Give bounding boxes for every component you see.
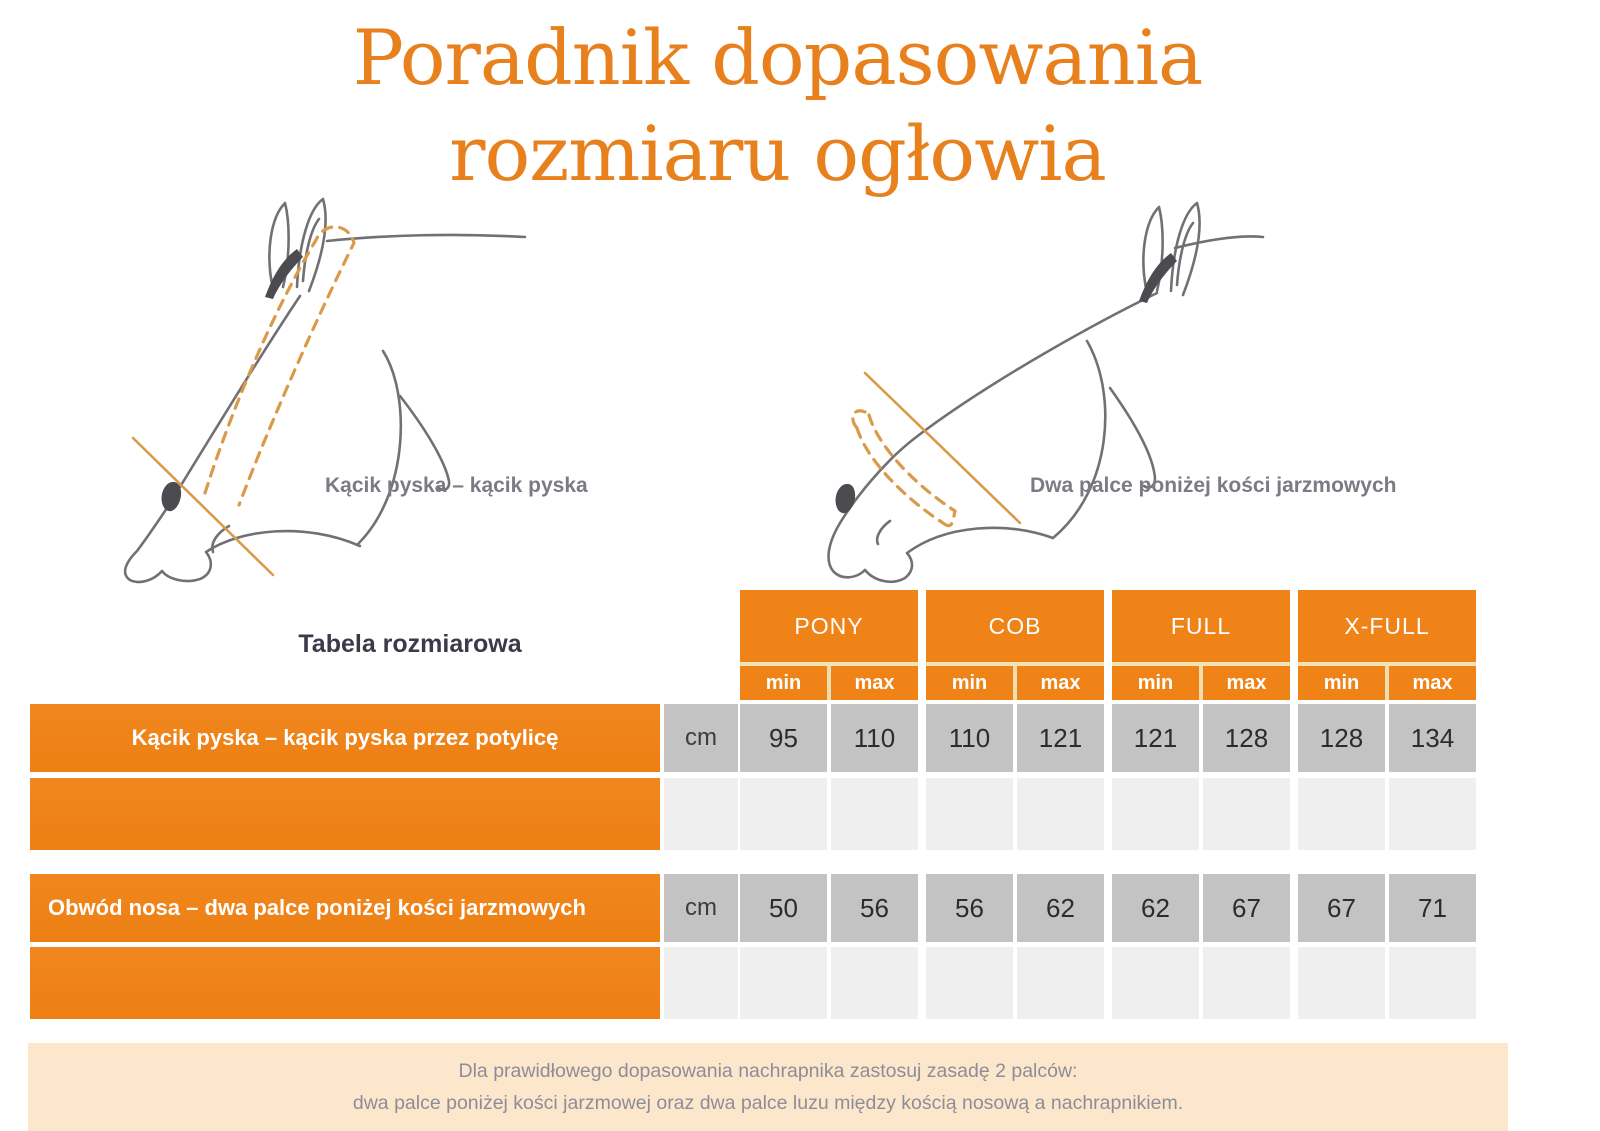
fitting-rule-note-line1: Dla prawidłowego dopasowania nachrapnika zastosuj zasadę 2 palców:	[458, 1060, 1078, 1082]
empty-label-row	[30, 778, 660, 850]
horse-nostril	[836, 484, 856, 513]
empty-cell	[926, 778, 1013, 850]
subheader-max: max	[1017, 666, 1104, 700]
empty-cell	[740, 778, 827, 850]
empty-cell	[1203, 947, 1290, 1019]
value-cell-xfull-max: 71	[1389, 874, 1476, 942]
empty-cell	[1389, 947, 1476, 1019]
value-cell-full-max: 128	[1203, 704, 1290, 772]
fitting-rule-note-line2: dwa palce poniżej kości jarzmowej oraz dwa palce luzu między kością nosową a nachrapnikiem.	[352, 1092, 1184, 1114]
empty-cell	[831, 947, 918, 1019]
empty-cell	[1389, 778, 1476, 850]
empty-cell	[1017, 778, 1104, 850]
unit-cell: cm	[664, 874, 738, 942]
value-cell-pony-max: 110	[831, 704, 918, 772]
empty-cell	[664, 778, 738, 850]
horse-crest-line	[1175, 236, 1263, 248]
value-cell-full-min: 62	[1112, 874, 1199, 942]
empty-label-row	[30, 947, 660, 1019]
size-group-header-xfull: X-FULL	[1298, 590, 1476, 666]
empty-cell	[926, 947, 1013, 1019]
value-cell-cob-max: 62	[1017, 874, 1104, 942]
noseband-dashed-line-1	[857, 428, 943, 523]
horse-ear-front	[1171, 203, 1200, 295]
value-cell-pony-min: 95	[740, 704, 827, 772]
size-group-header-pony: PONY	[740, 590, 918, 666]
empty-cell	[1298, 947, 1385, 1019]
subheader-divider	[1199, 666, 1203, 700]
empty-cell	[1112, 778, 1199, 850]
horse-face-outline	[125, 296, 300, 582]
horse-jowl-curve	[357, 351, 401, 545]
empty-cell	[1298, 778, 1385, 850]
empty-cell	[831, 778, 918, 850]
subheader-max: max	[1389, 666, 1476, 700]
size-table-heading: Tabela rozmiarowa	[298, 630, 522, 658]
horse-mouth-line	[877, 521, 890, 544]
horse-crest-line	[327, 235, 525, 241]
horse-muzzle-outline	[162, 531, 360, 581]
empty-cell	[664, 947, 738, 1019]
horse-neck-line	[1110, 388, 1155, 488]
fitting-rule-note	[28, 1043, 1508, 1131]
unit-cell: cm	[664, 704, 738, 772]
empty-cell	[1017, 947, 1104, 1019]
value-cell-cob-min: 56	[926, 874, 1013, 942]
noseband-dashed-line-2	[869, 415, 955, 511]
empty-cell	[1112, 947, 1199, 1019]
value-cell-pony-min: 50	[740, 874, 827, 942]
subheader-min: min	[1298, 666, 1385, 700]
mouth-corner-solid-line	[133, 438, 273, 575]
empty-cell	[1203, 778, 1290, 850]
horse-head-poll-measure-diagram	[105, 193, 675, 593]
value-cell-xfull-max: 134	[1389, 704, 1476, 772]
subheader-max: max	[831, 666, 918, 700]
horse-jowl-curve	[1053, 341, 1105, 538]
page-title	[0, 10, 1555, 202]
subheader-max: max	[1203, 666, 1290, 700]
subheader-min: min	[1112, 666, 1199, 700]
value-cell-cob-max: 121	[1017, 704, 1104, 772]
value-cell-full-min: 121	[1112, 704, 1199, 772]
value-cell-xfull-min: 128	[1298, 704, 1385, 772]
value-cell-xfull-min: 67	[1298, 874, 1385, 942]
page-title-line1: Poradnik dopasowania	[352, 13, 1203, 102]
subheader-divider	[1385, 666, 1389, 700]
subheader-divider	[827, 666, 831, 700]
horse-muzzle-outline	[865, 528, 1053, 582]
value-cell-pony-max: 56	[831, 874, 918, 942]
horse-nostril	[162, 482, 182, 511]
empty-cell	[740, 947, 827, 1019]
row-label-nose-circumference: Obwód nosa – dwa palce poniżej kości jarzmowych	[30, 874, 660, 942]
horse-head-noseband-diagram	[795, 193, 1265, 593]
size-group-header-cob: COB	[926, 590, 1104, 666]
page-title-line2: rozmiaru ogłowia	[449, 109, 1106, 198]
value-cell-cob-min: 110	[926, 704, 1013, 772]
subheader-min: min	[926, 666, 1013, 700]
size-group-header-full: FULL	[1112, 590, 1290, 666]
value-cell-full-max: 67	[1203, 874, 1290, 942]
row-label-poll-measure: Kącik pyska – kącik pyska przez potylicę	[30, 704, 660, 772]
subheader-min: min	[740, 666, 827, 700]
subheader-divider	[1013, 666, 1017, 700]
noseband-caption: Dwa palce poniżej kości jarzmowych	[1030, 474, 1397, 497]
mouth-corner-caption: Kącik pyska – kącik pyska	[325, 474, 588, 497]
